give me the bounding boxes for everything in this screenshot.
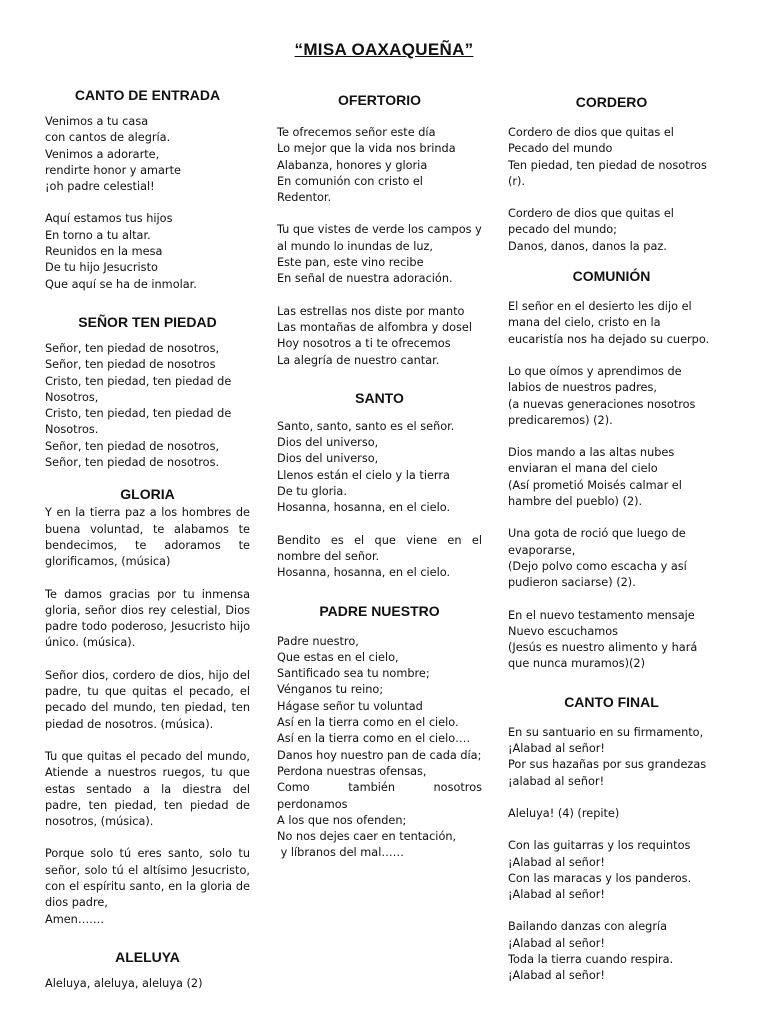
section-comunion xyxy=(508,267,715,673)
lyric-line: De tu gloria. xyxy=(277,485,347,499)
lyric-paragraph: Como también nosotros perdonamos xyxy=(277,781,482,811)
lyric-line: al mundo lo inundas de luz, xyxy=(277,239,434,253)
lyric-line: Amen……. xyxy=(45,912,105,926)
section-santo xyxy=(277,389,482,582)
lyric-line: Hoy nosotros a ti te ofrecemos xyxy=(277,337,451,351)
lyric-line: Que estas en el cielo, xyxy=(277,650,399,664)
lyric-line: Aleluya! (4) (repite) xyxy=(508,806,620,820)
lyric-line: La alegría de nuestro cantar. xyxy=(277,353,440,367)
lyric-line: Dios mando a las altas nubes xyxy=(508,446,675,460)
lyric-line: Señor, ten piedad de nosotros, xyxy=(45,341,220,355)
lyric-line: Señor, ten piedad de nosotros xyxy=(45,358,216,372)
lyric-line: Danos hoy nuestro pan de cada día; xyxy=(277,748,482,762)
lyric-line: y líbranos del mal…… xyxy=(277,846,404,860)
lyric-paragraph: Y en la tierra paz a los hombres de buena voluntad, te alabamos te bendecimos, te adoramos te glorificamos, (música) xyxy=(45,506,250,569)
stanza xyxy=(508,526,715,591)
lyric-paragraph: Señor dios, cordero de dios, hijo del padre, tu que quitas el pecado, el pecado del mundo, ten piedad, ten piedad de nosotros. (música). xyxy=(45,668,250,731)
paragraph xyxy=(45,505,250,570)
lyric-line: Bailando danzas con alegría xyxy=(508,920,668,934)
section-padre-nuestro xyxy=(277,602,482,862)
paragraph xyxy=(45,749,250,830)
lyric-line: ¡Alabad al señor! xyxy=(508,888,605,902)
lyric-line: Vénganos tu reino; xyxy=(277,683,384,697)
stanza xyxy=(508,299,715,348)
lyric-line: ¡oh padre celestial! xyxy=(45,180,155,194)
lyric-line: Llenos están el cielo y la tierra xyxy=(277,468,450,482)
lyric-line: Dios del universo, xyxy=(277,436,379,450)
lyric-line: (r). xyxy=(508,174,526,188)
lyric-line: Dios del universo, xyxy=(277,452,379,466)
lyric-line: Te ofrecemos señor este día xyxy=(277,126,436,139)
lyric-line: Por sus hazañas por sus grandezas xyxy=(508,758,707,772)
stanza xyxy=(508,919,715,984)
stanza xyxy=(277,222,482,287)
lyric-line: Padre nuestro, xyxy=(277,634,359,648)
lyric-line: A los que nos ofenden; xyxy=(277,813,407,827)
lyric-paragraph: Te damos gracias por tu inmensa gloria, señor dios rey celestial, Dios padre todo poderoso, Jesucristo hijo único. (música). xyxy=(45,587,250,650)
lyric-line: Venimos a adorarte, xyxy=(45,147,160,161)
section-canto-final xyxy=(508,693,715,985)
lyric-line: (Así prometió Moisés calmar el xyxy=(508,478,682,492)
lyric-line: Que aquí se ha de inmolar. xyxy=(45,277,197,291)
stanza xyxy=(45,211,250,292)
heading-canto-de-entrada: CANTO DE ENTRADA xyxy=(74,87,221,103)
lyric-line: (a nuevas generaciones nosotros xyxy=(508,397,696,411)
lyric-line: hambre del pueblo) (2). xyxy=(508,495,643,509)
lyric-line: pecado del mundo; xyxy=(508,223,617,237)
lyric-line: Alabanza, honores y gloria xyxy=(277,158,428,172)
stanza xyxy=(508,125,715,190)
lyric-paragraph: Bendito es el que viene en el nombre del señor. xyxy=(277,533,482,563)
stanza xyxy=(277,634,482,862)
lyric-line: con cantos de alegría. xyxy=(45,131,171,145)
section-cordero xyxy=(508,93,715,255)
paragraph xyxy=(45,668,250,733)
lyric-line: Cordero de dios que quitas el xyxy=(508,126,674,139)
stanza xyxy=(277,419,482,517)
lyric-line: Lo mejor que la vida nos brinda xyxy=(277,142,456,156)
lyric-line: labios de nuestros padres, xyxy=(508,381,657,395)
section-ofertorio xyxy=(277,91,482,369)
lyric-line: Hosanna, hosanna, en el cielo. xyxy=(277,501,451,515)
lyric-line: ¡Alabad al señor! xyxy=(508,855,605,869)
stanza xyxy=(508,608,715,673)
paragraph xyxy=(45,846,250,927)
lyric-line: Cristo, ten piedad, ten piedad de xyxy=(45,374,232,388)
lyric-line: ¡alabad al señor! xyxy=(508,774,605,788)
paragraph xyxy=(45,587,250,652)
lyric-line: Lo que oímos y aprendimos de xyxy=(508,364,682,378)
column-middle xyxy=(277,91,482,862)
lyric-line: (Jesús es nuestro alimento y hará xyxy=(508,641,698,655)
lyric-line: Redentor. xyxy=(277,191,332,205)
lyric-line: Ten piedad, ten piedad de nosotros xyxy=(508,158,707,172)
stanza xyxy=(277,304,482,369)
lyric-line: En torno a tu altar. xyxy=(45,228,151,242)
lyric-line: El señor en el desierto les dijo el xyxy=(508,300,692,314)
lyric-line: pudieron saciarse) (2). xyxy=(508,576,636,590)
lyric-line: Reunidos en la mesa xyxy=(45,245,163,259)
heading-aleluya: ALELUYA xyxy=(115,948,180,965)
lyric-line: Hágase señor tu voluntad xyxy=(277,699,423,713)
lyric-line: Con las guitarras y los requintos xyxy=(508,839,691,853)
lyric-line: predicaremos) (2). xyxy=(508,413,613,427)
stanza xyxy=(45,341,250,471)
stanza xyxy=(508,725,715,790)
lyric-line: que nunca muramos)(2) xyxy=(508,657,646,671)
heading-ofertorio: OFERTORIO xyxy=(338,92,421,108)
lyric-line: Las montañas de alfombra y dosel xyxy=(277,320,473,334)
lyric-paragraph: Tu que quitas el pecado del mundo, Atiende a nuestros ruegos, tu que estas sentado a la diestra del padre, ten piedad, ten piedad de nosotros, (música). xyxy=(45,749,250,829)
lyric-line: Nosotros. xyxy=(45,423,99,437)
heading-santo: SANTO xyxy=(355,389,404,406)
stanza xyxy=(508,206,715,255)
section-aleluya xyxy=(45,948,250,992)
lyric-line: ¡Alabad al señor! xyxy=(508,969,605,983)
lyric-line: Cordero de dios que quitas el xyxy=(508,207,674,221)
lyric-line: Toda la tierra cuando respira. xyxy=(508,952,674,966)
stanza xyxy=(277,125,482,206)
section-senor-ten-piedad xyxy=(45,313,250,471)
lyric-line: En el nuevo testamento mensaje xyxy=(508,608,695,622)
lyric-line: Pecado del mundo xyxy=(508,142,613,156)
stanza xyxy=(508,806,715,822)
lyric-line: (Dejo polvo como escacha y así xyxy=(508,559,687,573)
heading-comunion: COMUNIÓN xyxy=(572,268,651,285)
stanza xyxy=(508,445,715,510)
lyric-line: No nos dejes caer en tentación, xyxy=(277,830,457,844)
section-gloria xyxy=(45,485,250,928)
lyric-line: Santo, santo, santo es el señor. xyxy=(277,419,455,433)
lyric-line: eucaristía nos ha dejado su cuerpo. xyxy=(508,332,710,346)
lyric-line: Nosotros, xyxy=(45,390,99,404)
lyric-line: Las estrellas nos diste por manto xyxy=(277,304,465,318)
lyric-line: Una gota de roció que luego de xyxy=(508,527,686,541)
lyric-line: En comunión con cristo el xyxy=(277,174,423,188)
lyric-line: mana del cielo, cristo en la xyxy=(508,316,661,330)
lyric-line: Así en la tierra como en el cielo…. xyxy=(277,732,471,746)
lyric-line: En su santuario en su firmamento, xyxy=(508,725,704,739)
stanza xyxy=(508,364,715,429)
heading-canto-final: CANTO FINAL xyxy=(564,693,659,710)
lyric-line: Este pan, este vino recibe xyxy=(277,256,424,270)
lyric-line: ¡Alabad al señor! xyxy=(508,936,605,950)
page-title: “MISA OAXAQUEÑA” xyxy=(294,40,474,59)
lyric-line: evaporarse, xyxy=(508,543,576,557)
stanza xyxy=(508,838,715,903)
heading-padre-nuestro: PADRE NUESTRO xyxy=(319,602,440,619)
heading-senor-ten-piedad: SEÑOR TEN PIEDAD xyxy=(78,313,217,330)
lyric-line: enviaran el mana del cielo xyxy=(508,462,658,476)
lyric-line: Señor, ten piedad de nosotros. xyxy=(45,456,220,470)
lyric-line: rendirte honor y amarte xyxy=(45,163,181,177)
lyric-line: De tu hijo Jesucristo xyxy=(45,261,158,275)
lyric-line: Cristo, ten piedad, ten piedad de xyxy=(45,407,232,421)
lyric-line: Tu que vistes de verde los campos y xyxy=(277,223,482,237)
lyric-line: ¡Alabad al señor! xyxy=(508,742,605,756)
stanza xyxy=(45,114,250,195)
lyric-line: En señal de nuestra adoración. xyxy=(277,272,453,286)
lyric-line: Perdona nuestras ofensas, xyxy=(277,764,427,778)
lyric-line: Hosanna, hosanna, en el cielo. xyxy=(277,566,451,580)
paragraph xyxy=(277,533,482,582)
lyric-line: Aquí estamos tus hijos xyxy=(45,212,173,226)
lyric-line: Aleluya, aleluya, aleluya (2) xyxy=(45,976,203,990)
section-canto-de-entrada xyxy=(45,86,250,293)
lyric-line: Así en la tierra como en el cielo. xyxy=(277,716,459,730)
column-left xyxy=(45,86,250,992)
lyric-line: Nuevo escuchamos xyxy=(508,624,619,638)
lyric-line: Señor, ten piedad de nosotros, xyxy=(45,439,220,453)
lyric-line: Venimos a tu casa xyxy=(45,115,149,128)
lyric-line: Santificado sea tu nombre; xyxy=(277,667,430,681)
heading-cordero: CORDERO xyxy=(575,94,648,110)
heading-gloria: GLORIA xyxy=(120,486,175,503)
lyric-line: Danos, danos, danos la paz. xyxy=(508,239,667,253)
lyric-line: Con las maracas y los panderos. xyxy=(508,871,692,885)
column-right xyxy=(508,93,715,985)
lyric-paragraph: Porque solo tú eres santo, solo tu señor, solo tú el altísimo Jesucristo, con el espíritu santo, en la gloria de dios padre, xyxy=(45,847,250,910)
